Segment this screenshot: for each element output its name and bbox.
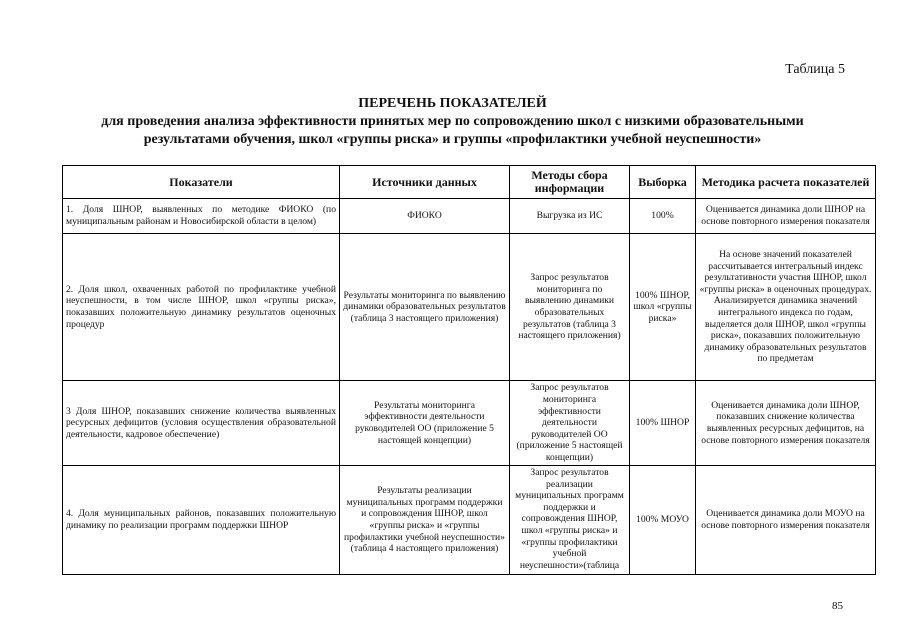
source-cell: Результаты мониторинга эффективности деятельности руководителей ОО (приложение 5 настоящей концепции) xyxy=(340,381,510,466)
calculation-cell: На основе значений показателей рассчитывается интегральный индекс результативности участия ШНОР, школ «группы риска» в оценочных процедурах. Анализируется динамика значений интегрального индекса по годам, выделяется доля ШНОР, школ «группы риска», показавших положительную динамику образовательных результатов по предметам xyxy=(696,234,876,381)
table-row xyxy=(63,199,876,234)
table-row xyxy=(63,381,876,466)
sample-cell: 100% МОУО xyxy=(630,466,696,575)
sample-cell: 100% ШНОР, школ «группы риска» xyxy=(630,234,696,381)
header-collection-methods: Методы сбора информации xyxy=(510,166,630,199)
calculation-cell: Оценивается динамика доли МОУО на основе повторного измерения показателя xyxy=(696,466,876,575)
source-cell: Результаты реализации муниципальных программ поддержки и сопровождения ШНОР, школ «группы риска» и «группы профилактики учебной неуспешности» (таблица 4 настоящего приложения) xyxy=(340,466,510,575)
table-header-row xyxy=(63,166,876,199)
indicator-cell: 3 Доля ШНОР, показавших снижение количества выявленных ресурсных дефицитов (условия осуществления образовательной деятельности, кадровое обеспечение) xyxy=(63,381,340,466)
title-line-2: для проведения анализа эффективности принятых мер по сопровождению школ с низкими образовательными xyxy=(101,114,804,129)
table-label: Таблица 5 xyxy=(785,62,845,77)
document-title xyxy=(40,95,865,149)
method-cell: Запрос результатов мониторинга эффективности деятельности руководителей ОО (приложение 5 настоящей концепции) xyxy=(510,381,630,466)
source-cell: Результаты мониторинга по выявлению динамики образовательных результатов (таблица 3 настоящего приложения) xyxy=(340,234,510,381)
header-calculation-method: Методика расчета показателей xyxy=(696,166,876,199)
table-row xyxy=(63,234,876,381)
calculation-cell: Оценивается динамика доли ШНОР на основе повторного измерения показателя xyxy=(696,199,876,234)
indicator-cell: 2. Доля школ, охваченных работой по профилактике учебной неуспешности, в том числе ШНОР, школ «группы риска», показавших положительную динамику результатов оценочных процедур xyxy=(63,234,340,381)
header-data-sources: Источники данных xyxy=(340,166,510,199)
method-cell: Выгрузка из ИС xyxy=(510,199,630,234)
header-sample: Выборка xyxy=(630,166,696,199)
method-cell: Запрос результатов мониторинга по выявлению динамики образовательных результатов (таблица 3 настоящего приложения) xyxy=(510,234,630,381)
title-line-1: ПЕРЕЧЕНЬ ПОКАЗАТЕЛЕЙ xyxy=(358,96,547,111)
source-cell: ФИОКО xyxy=(340,199,510,234)
table-row xyxy=(63,466,876,575)
page-number: 85 xyxy=(832,600,843,612)
title-line-3: результатами обучения, школ «группы риска» и группы «профилактики учебной неуспешности» xyxy=(143,132,762,147)
header-indicators: Показатели xyxy=(63,166,340,199)
sample-cell: 100% ШНОР xyxy=(630,381,696,466)
indicators-table xyxy=(62,165,876,575)
method-cell xyxy=(510,466,630,575)
calculation-cell: Оценивается динамика доли ШНОР, показавших снижение количества выявленных ресурсных дефицитов, на основе повторного измерения показателя xyxy=(696,381,876,466)
indicator-cell: 1. Доля ШНОР, выявленных по методике ФИОКО (по муниципальным районам и Новосибирской области в целом) xyxy=(63,199,340,234)
indicator-cell: 4. Доля муниципальных районов, показавших положительную динамику по реализации программ поддержки ШНОР xyxy=(63,466,340,575)
sample-cell: 100% xyxy=(630,199,696,234)
method-cell-text: Запрос результатов реализации муниципальных программ поддержки и сопровождения ШНОР, школ «группы риска» и «группы профилактики учебной неуспешности»(таблица xyxy=(515,467,624,571)
